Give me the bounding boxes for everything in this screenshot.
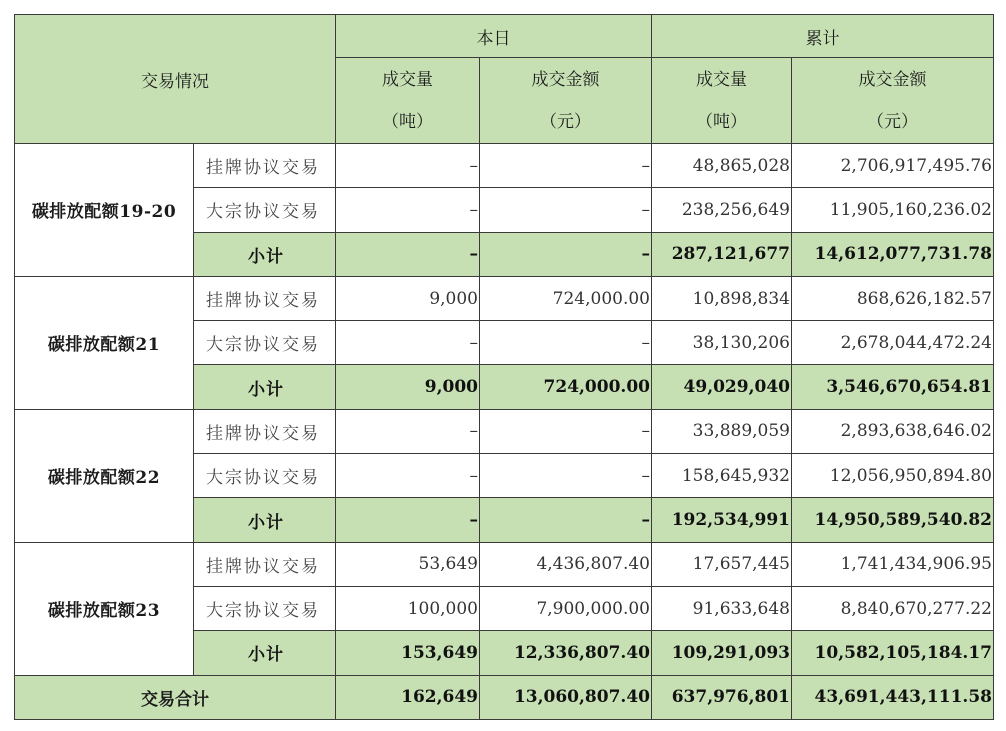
cum-volume-cell: 48,865,028	[652, 144, 792, 188]
today-amount-cell: 724,000.00	[480, 365, 652, 409]
volume-unit: （吨）	[696, 111, 747, 132]
today-volume-header	[336, 58, 480, 144]
trade-type-cell: 挂牌协议交易	[194, 542, 336, 586]
table-row	[15, 409, 994, 453]
trade-type-cell: 挂牌协议交易	[194, 144, 336, 188]
cum-amount-cell: 12,056,950,894.80	[792, 454, 994, 498]
trade-type-cell: 大宗协议交易	[194, 321, 336, 365]
trade-type-cell: 大宗协议交易	[194, 454, 336, 498]
total-today-volume: 162,649	[336, 675, 480, 719]
trade-type-cell: 小计	[194, 631, 336, 675]
today-amount-cell: –	[480, 188, 652, 232]
today-amount-cell: 7,900,000.00	[480, 586, 652, 630]
cumulative-header: 累计	[652, 15, 994, 58]
amount-label: 成交金额	[531, 69, 600, 90]
cum-volume-cell: 238,256,649	[652, 188, 792, 232]
today-volume-cell: –	[336, 232, 480, 276]
trade-type-cell: 小计	[194, 498, 336, 542]
cum-volume-cell: 158,645,932	[652, 454, 792, 498]
cum-volume-cell: 287,121,677	[652, 232, 792, 276]
total-row	[15, 675, 994, 719]
trade-type-cell: 挂牌协议交易	[194, 276, 336, 320]
cum-amount-cell: 868,626,182.57	[792, 276, 994, 320]
volume-label: 成交量	[696, 69, 747, 90]
today-volume-cell: –	[336, 409, 480, 453]
total-today-amount: 13,060,807.40	[480, 675, 652, 719]
cum-amount-cell: 10,582,105,184.17	[792, 631, 994, 675]
cum-volume-cell: 17,657,445	[652, 542, 792, 586]
category-header: 交易情况	[15, 15, 336, 144]
today-volume-cell: –	[336, 144, 480, 188]
cum-volume-cell: 38,130,206	[652, 321, 792, 365]
volume-unit: （吨）	[382, 111, 433, 132]
today-volume-cell: 100,000	[336, 586, 480, 630]
amount-label: 成交金额	[858, 69, 927, 90]
group-label: 碳排放配额23	[15, 542, 194, 675]
today-volume-cell: –	[336, 454, 480, 498]
amount-unit: （元）	[867, 111, 918, 132]
table-row	[15, 542, 994, 586]
today-amount-cell: –	[480, 144, 652, 188]
cum-volume-cell: 49,029,040	[652, 365, 792, 409]
table-row	[15, 144, 994, 188]
today-amount-header	[480, 58, 652, 144]
group-label: 碳排放配额21	[15, 276, 194, 409]
today-amount-cell: –	[480, 232, 652, 276]
cum-amount-cell: 8,840,670,277.22	[792, 586, 994, 630]
group-label: 碳排放配额22	[15, 409, 194, 542]
today-amount-cell: –	[480, 498, 652, 542]
trading-summary-table	[14, 14, 994, 720]
trade-type-cell: 挂牌协议交易	[194, 409, 336, 453]
volume-label: 成交量	[382, 69, 433, 90]
today-amount-cell: 12,336,807.40	[480, 631, 652, 675]
total-cum-amount: 43,691,443,111.58	[792, 675, 994, 719]
trade-type-cell: 大宗协议交易	[194, 188, 336, 232]
cum-volume-cell: 91,633,648	[652, 586, 792, 630]
today-volume-cell: 53,649	[336, 542, 480, 586]
trade-type-cell: 大宗协议交易	[194, 586, 336, 630]
cum-amount-cell: 14,612,077,731.78	[792, 232, 994, 276]
today-header: 本日	[336, 15, 652, 58]
cum-amount-cell: 3,546,670,654.81	[792, 365, 994, 409]
cum-amount-cell: 11,905,160,236.02	[792, 188, 994, 232]
today-volume-cell: 153,649	[336, 631, 480, 675]
cum-amount-cell: 14,950,589,540.82	[792, 498, 994, 542]
cum-amount-header	[792, 58, 994, 144]
group-label: 碳排放配额19-20	[15, 144, 194, 277]
trade-type-cell: 小计	[194, 365, 336, 409]
cum-volume-cell: 10,898,834	[652, 276, 792, 320]
trade-type-cell: 小计	[194, 232, 336, 276]
today-amount-cell: –	[480, 409, 652, 453]
today-amount-cell: 4,436,807.40	[480, 542, 652, 586]
cum-volume-cell: 192,534,991	[652, 498, 792, 542]
today-volume-cell: –	[336, 498, 480, 542]
cum-volume-header	[652, 58, 792, 144]
today-amount-cell: –	[480, 321, 652, 365]
cum-amount-cell: 2,706,917,495.76	[792, 144, 994, 188]
today-volume-cell: –	[336, 188, 480, 232]
cum-amount-cell: 2,893,638,646.02	[792, 409, 994, 453]
table-row	[15, 276, 994, 320]
cum-volume-cell: 33,889,059	[652, 409, 792, 453]
today-amount-cell: –	[480, 454, 652, 498]
total-label: 交易合计	[15, 675, 336, 719]
cum-volume-cell: 109,291,093	[652, 631, 792, 675]
total-cum-volume: 637,976,801	[652, 675, 792, 719]
cum-amount-cell: 1,741,434,906.95	[792, 542, 994, 586]
today-volume-cell: 9,000	[336, 365, 480, 409]
today-volume-cell: –	[336, 321, 480, 365]
amount-unit: （元）	[540, 111, 591, 132]
cum-amount-cell: 2,678,044,472.24	[792, 321, 994, 365]
today-amount-cell: 724,000.00	[480, 276, 652, 320]
today-volume-cell: 9,000	[336, 276, 480, 320]
